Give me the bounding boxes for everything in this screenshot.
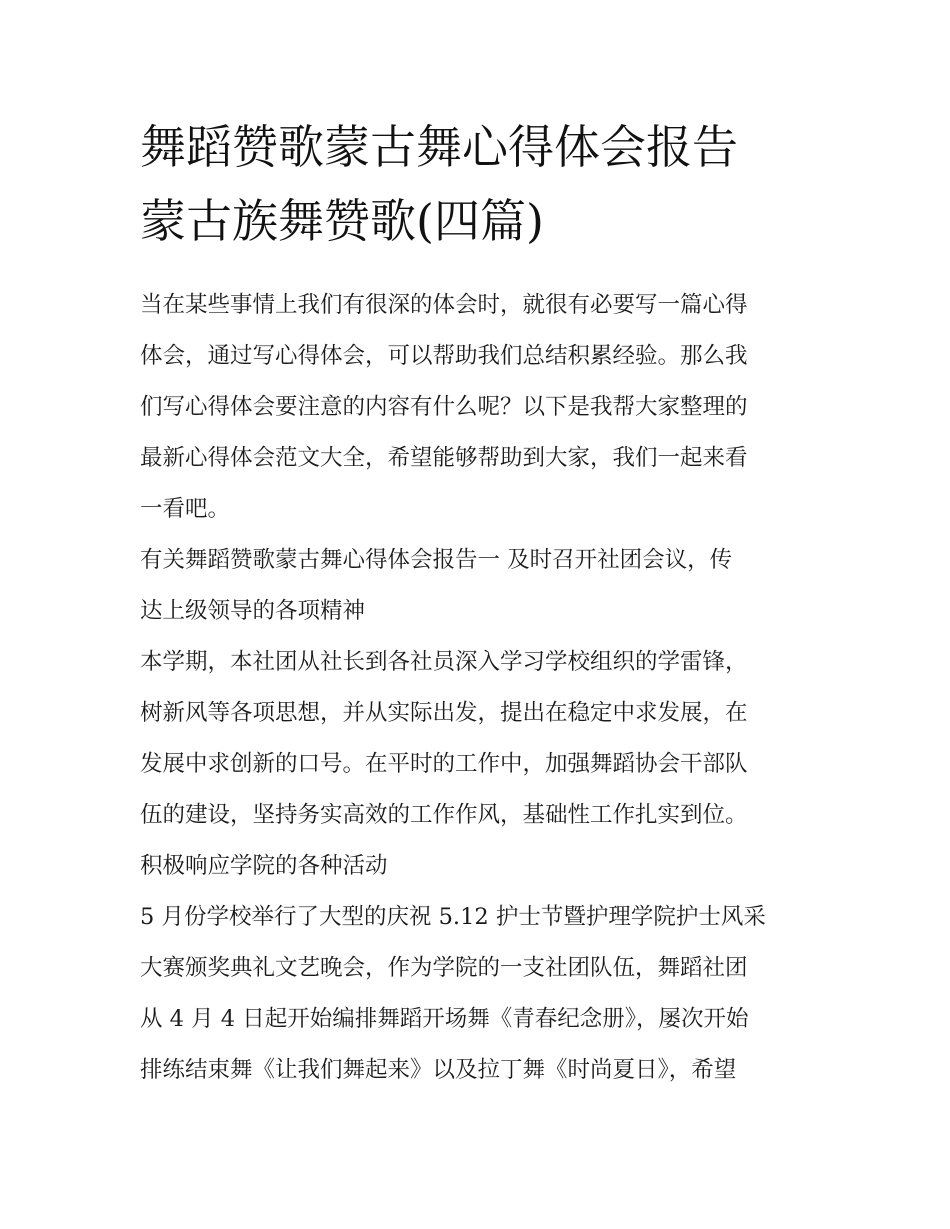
body-text [140,280,820,1096]
intro-paragraph-line: 最新心得体会范文大全，希望能够帮助到大家，我们一起来看 [140,445,748,471]
intro-paragraph-line: 们写心得体会要注意的内容有什么呢？以下是我帮大家整理的 [140,394,748,420]
paragraph-line: 伍的建设，坚持务实高效的工作作风，基础性工作扎实到位。 [140,802,748,828]
intro-paragraph-line: 当在某些事情上我们有很深的体会时，就很有必要写一篇心得 [140,292,748,318]
section-heading-line: 有关舞蹈赞歌蒙古舞心得体会报告一 及时召开社团会议，传 [140,547,733,573]
intro-paragraph-line: 体会，通过写心得体会，可以帮助我们总结积累经验。那么我 [140,343,748,369]
paragraph-line: 从 4 月 4 日起开始编排舞蹈开场舞《青春纪念册》，屡次开始 [140,1006,749,1032]
intro-paragraph-line: 一看吧。 [140,496,231,522]
section-heading-line: 达上级领导的各项精神 [140,598,366,624]
title-line: 舞蹈赞歌蒙古舞心得体会报告 [140,120,738,174]
page-title [140,110,840,258]
paragraph-line: 本学期，本社团从社长到各社员深入学习学校组织的学雷锋， [140,649,748,675]
subheading-line: 积极响应学院的各种活动 [140,853,388,879]
paragraph-line: 大赛颁奖典礼文艺晚会，作为学院的一支社团队伍，舞蹈社团 [140,955,748,981]
paragraph-line: 发展中求创新的口号。在平时的工作中，加强舞蹈协会干部队 [140,751,748,777]
paragraph-line: 树新风等各项思想，并从实际出发，提出在稳定中求发展，在 [140,700,748,726]
paragraph-line: 5 月份学校举行了大型的庆祝 5.12 护士节暨护理学院护士风采 [140,904,766,930]
paragraph-line: 排练结束舞《让我们舞起来》以及拉丁舞《时尚夏日》，希望 [140,1057,737,1083]
title-line: 蒙古族舞赞歌(四篇) [140,194,544,248]
